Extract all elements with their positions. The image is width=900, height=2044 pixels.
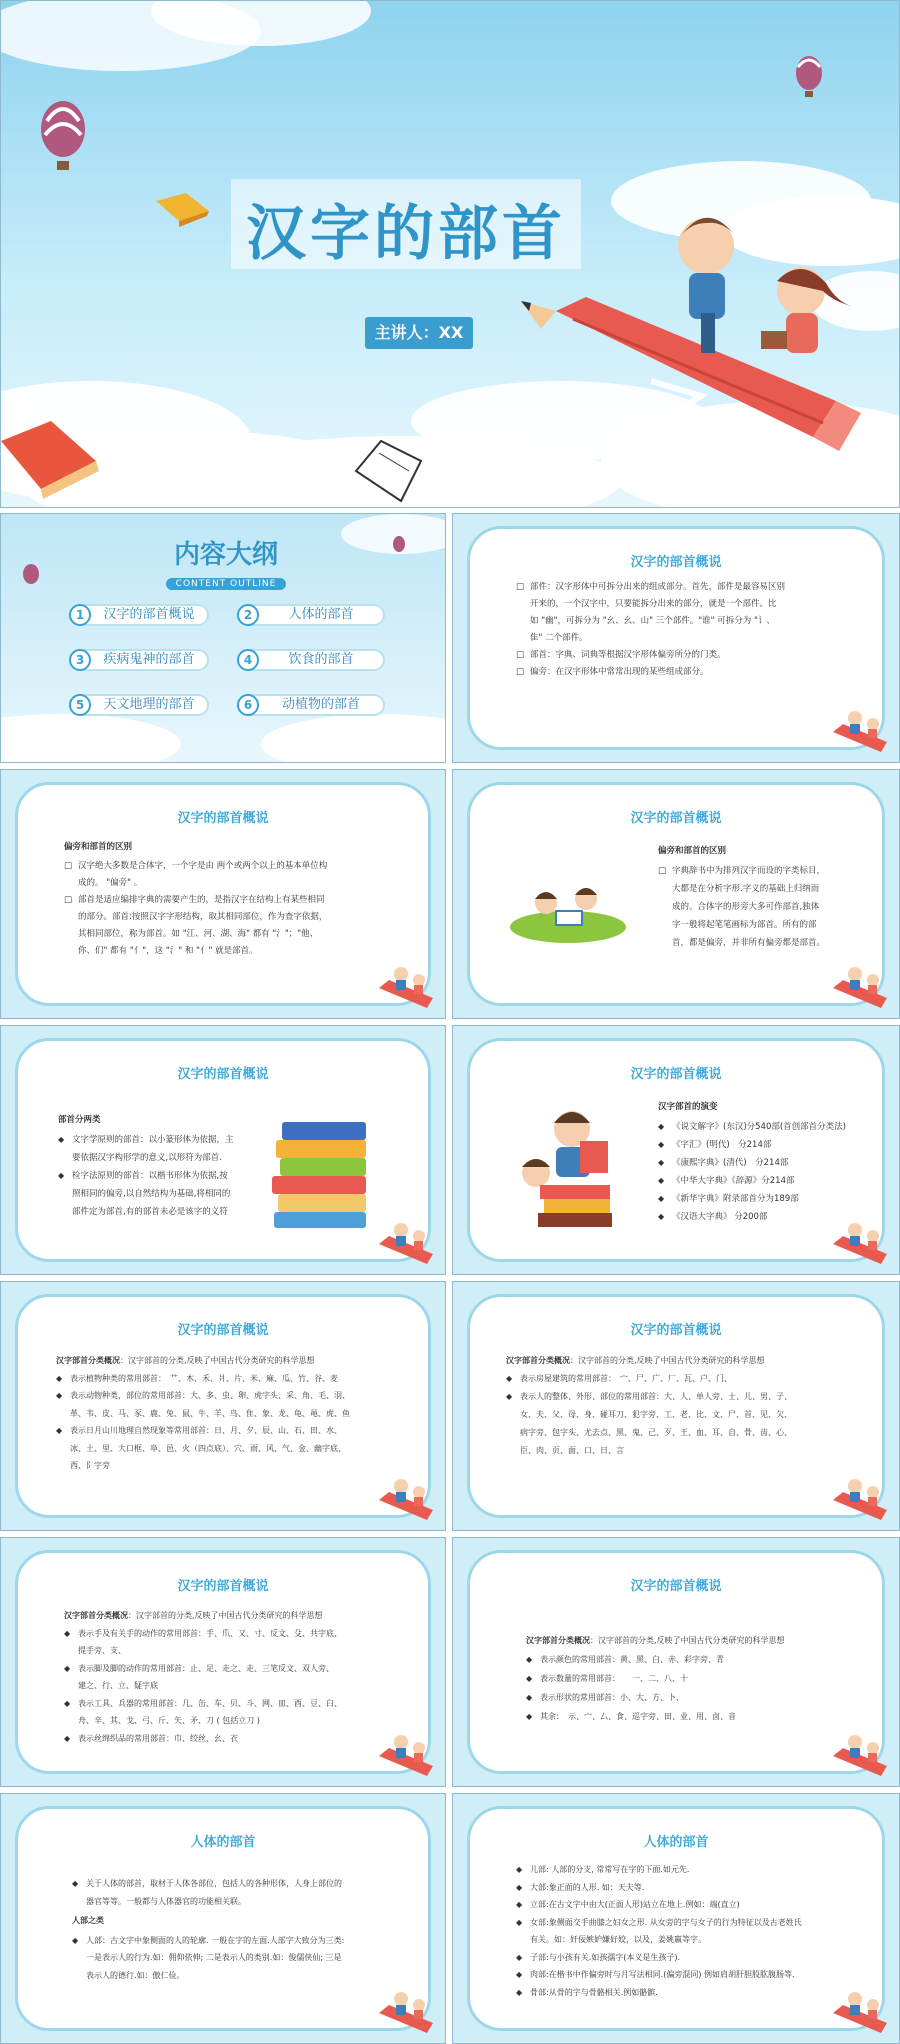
slide-overview-5[interactable] (452, 1025, 900, 1275)
bullet-line: ◆ 立部:在古文字中由大(正面人形)站立在地上.例如：端(直立) (516, 1896, 856, 1914)
text-line: 舟、辛、其、戈、弓、斤、矢、矛、刀 ( 包括立刀 ) (78, 1716, 260, 1725)
balloon-right-icon (796, 56, 822, 97)
slide-card (467, 1294, 885, 1518)
title-slide[interactable] (0, 0, 900, 508)
bullet-line: ◆ 表示数量的常用部首： 一、二、八、十 (526, 1669, 852, 1688)
books-stack-illustration (268, 1116, 378, 1231)
text-line: 隹" 二个部件。 (530, 633, 588, 643)
bullet-line: □ 偏旁：在汉字形体中常常出现的某些组成部分。 (516, 664, 836, 681)
bullet-line: ◆ 表示房屋建筑的常用部首： 宀、尸、广、厂、瓦、户、门、 (506, 1370, 856, 1388)
slide-overview-8[interactable] (0, 1537, 446, 1787)
text-line: 字一般将起笔笔画标为部首。所有的部 (672, 920, 817, 930)
outline-number: 1 (69, 604, 91, 626)
bullet-line: ◆ 表示丝绵织品的常用部首：巾、绞丝、幺、衣 (64, 1730, 398, 1748)
slide-content (64, 837, 388, 960)
heading-bold: 汉字部首分类概况 (506, 1356, 570, 1365)
text-line: 如 "幽"，可拆分为 "幺、幺、山" 三个部件。"谁" 可拆分为 "讠、 (530, 616, 775, 626)
text-line: 有关。如：奸佞嫉妒嫌好姣，以及，姜姚嬴等字。 (530, 1935, 706, 1944)
bullet-line: ◆ 女部:象侧面交手曲膝之妇女之形. 从女旁的字与女子的行为特征以及古老姓氏 (516, 1914, 856, 1932)
text-line: 其相同部位，称为部首。如 "江、河、湖、海" 都有 "氵"；"他、 (78, 929, 319, 939)
slide-overview-4[interactable] (0, 1025, 446, 1275)
kids-pencil-icon (829, 702, 891, 754)
text-line: 部件定为部首,有的部首未必是该字的义符 (72, 1207, 228, 1217)
section-heading-line (526, 1631, 852, 1650)
section-heading: 人部之类 (72, 1916, 104, 1925)
bullet-line: ◆ 表示颜色的常用部首：黄、黑、白、赤、彩字旁、青 (526, 1650, 852, 1669)
bullet-line: ◆ 肉部:在楷书中作偏旁时与月写法相同.(偏旁混同) 例如肩胡肝胆股肱腹肠等. (516, 1966, 856, 1984)
text-line: 你、们" 都有 "亻"，这 "氵" 和 "亻" 就是部首。 (78, 946, 258, 956)
kids-pencil-icon (829, 1983, 891, 2035)
outline-item-3[interactable] (69, 649, 209, 671)
bullet-line: □ 部首是适应编排字典的需要产生的，是指汉字在结构上有某些相同 (64, 892, 388, 909)
text-line: 革、韦、皮、马、豕、鹿、兔、鼠、牛、羊、鸟、隹、象、龙、龟、黾、虎、鱼 (70, 1408, 350, 1418)
kids-pencil-icon (375, 1214, 437, 1266)
bullet-line: ◆ 《汉语大字典》 分200部 (658, 1208, 852, 1226)
slide-content (516, 579, 836, 681)
slide-content (64, 1607, 398, 1747)
outline-label: 人体的部首 (288, 607, 354, 622)
slide-card (15, 1550, 431, 1774)
slide-overview-7[interactable] (452, 1281, 900, 1531)
outline-label: 动植物的部首 (281, 697, 360, 712)
heading-rest: ：汉字部首的分类,反映了中国古代分类研究的科学思想 (590, 1636, 785, 1645)
reading-kids-illustration (508, 875, 628, 945)
text-line: 提手旁、支、 (78, 1646, 126, 1655)
section-heading-line (64, 1607, 398, 1625)
slide-card (15, 1806, 431, 2031)
heading-bold: 汉字部首分类概况 (526, 1636, 590, 1645)
presentation-title: 汉字的部首 (246, 199, 566, 269)
slide-card (467, 526, 885, 750)
slide-content (516, 1861, 856, 2001)
outline-label: 汉字的部首概说 (103, 607, 195, 622)
kids-pencil-icon (375, 1470, 437, 1522)
bullet-line: ◆ 关于人体的部首，取材于人体各部位，包括人的各种形体，人身上部位的 (72, 1875, 388, 1893)
slide-content (58, 1109, 268, 1221)
heading-rest: ：汉字部首的分类,反映了中国古代分类研究的科学思想 (120, 1356, 315, 1365)
slide-card (467, 1038, 885, 1262)
outline-label: 天文地理的部首 (103, 697, 195, 712)
bullet-line: ◆ 《中华大字典》《辞源》分214部 (658, 1172, 852, 1190)
bullet-line: ◆ 大部:象正面的人形. 如：天夫等. (516, 1879, 856, 1897)
slide-title: 汉字的部首概说 (630, 1323, 722, 1338)
text-line: 表示人的德行.如：傲仁俭。 (86, 1970, 185, 1980)
slide-title: 汉字的部首概说 (630, 1579, 722, 1594)
slide-card (467, 782, 885, 1006)
bullet-line: □ 部首：字典、词典等根据汉字形体偏旁所分的门类。 (516, 647, 836, 664)
slide-content (506, 1352, 856, 1460)
slide-title: 人体的部首 (190, 1835, 256, 1850)
kids-pencil-icon (829, 958, 891, 1010)
text-line: 病字旁、包字头、尤去点、黑、鬼、己、歹、王、血、耳、自、骨、齿、心、 (520, 1428, 792, 1437)
text-line: 臣、肉、页、面、口、日、言 (520, 1446, 624, 1455)
balloon-left-icon (41, 101, 85, 170)
text-line: 要依据汉字构形学的意义,以形符为部首. (72, 1153, 222, 1163)
text-line: 成的。合体字的形旁大多可作部首,独体 (672, 902, 820, 912)
kids-pencil-icon (829, 1470, 891, 1522)
slide-card (15, 1294, 431, 1518)
bullet-line: ◆ 表示植物种类的常用部首： 艹、木、禾、爿、片、米、麻、瓜、竹、谷、麦 (56, 1370, 404, 1388)
bullet-line: ◆ 其余： 示、宀、厶、食、巡字旁、田、业、用、卤、音 (526, 1707, 852, 1726)
slide-overview-9[interactable] (452, 1537, 900, 1787)
slide-title: 汉字的部首概说 (177, 1579, 269, 1594)
bullet-line: ◆ 表示脚及脚的动作的常用部首：止、足、走之、走、三笔反文、双人旁、 (64, 1660, 398, 1678)
bullet-line: ◆ 检字法原则的部首：以楷书形体为依据,按 (58, 1167, 268, 1185)
outline-item-2[interactable] (237, 604, 385, 626)
slide-content (658, 1096, 852, 1226)
section-heading: 偏旁和部首的区别 (64, 842, 133, 852)
outline-title: 内容大纲 (173, 540, 278, 570)
text-line: 的部分。部首:按照汉字字形结构，取其相同部位，作为查字依据， (78, 912, 328, 922)
outline-item-5[interactable] (69, 694, 209, 716)
text-line: 照相同的偏旁,以自然结构为基础,将相同的 (72, 1189, 231, 1199)
slide-content (658, 840, 842, 952)
slide-overview-6[interactable] (0, 1281, 446, 1531)
text-line: 一是表示人的行为.如：佣仰依伸; 二是表示人的类别.如：俊儒侠仙; 三是 (86, 1953, 342, 1962)
presenter-badge: 主讲人：XX (365, 317, 473, 349)
bullet-line: ◆ 《新华字典》附录部首分为189部 (658, 1190, 852, 1208)
outline-number: 5 (69, 694, 91, 716)
text-line: 器官等等。一般都与人体器官的功能相关联。 (86, 1896, 246, 1906)
outline-subtitle: CONTENT OUTLINE (166, 578, 287, 590)
heading-bold: 汉字部首分类概况 (64, 1611, 128, 1620)
text-line: 成的。 "偏旁" 。 (78, 878, 143, 888)
slide-card (467, 1550, 885, 1774)
text-line: 建之、行、立、疑字底 (78, 1681, 158, 1690)
bullet-line: □ 字典辞书中为排列汉字而设的字类标目， (658, 862, 842, 880)
bullet-line: □ 汉字绝大多数是合体字，一个字是由 两个或两个以上的基本单位构 (64, 858, 388, 875)
slide-title: 汉字的部首概说 (630, 1067, 722, 1082)
bullet-line: ◆ 《字汇》(明代) 分214部 (658, 1136, 852, 1154)
text-line: 冰、土、里、大口框、阜、邑、火（四点底）、穴、雨、风、气、金、幽字底、 (70, 1443, 346, 1453)
slide-card (15, 1038, 431, 1262)
slide-card (15, 782, 431, 1006)
outline-item-4[interactable] (237, 649, 385, 671)
bullet-line: ◆ 文字学原则的部首：以小篆形体为依据，主 (58, 1131, 268, 1149)
slide-body-parts-1[interactable] (0, 1793, 446, 2044)
slide-content (72, 1875, 388, 1984)
slide-overview-3[interactable] (452, 769, 900, 1019)
slide-body-parts-2[interactable] (452, 1793, 900, 2044)
outline-item-1[interactable] (69, 604, 209, 626)
kids-pencil-icon (375, 1983, 437, 2035)
kids-pencil-icon (829, 1726, 891, 1778)
bullet-line: ◆ 表示形状的常用部首：小、大、方、卜、 (526, 1688, 852, 1707)
outline-number: 6 (237, 694, 259, 716)
heading-rest: ：汉字部首的分类,反映了中国古代分类研究的科学思想 (128, 1611, 323, 1620)
outline-heading (1, 534, 446, 590)
slide-content (56, 1352, 404, 1475)
slide-title: 汉字的部首概说 (177, 1323, 269, 1338)
slide-overview-1[interactable] (452, 513, 900, 763)
bullet-line: □ 部件：汉字形体中可拆分出来的组成部分。首先，部件是最容易区别 (516, 579, 836, 596)
text-line: 首，都是偏旁，并非所有偏旁都是部首。 (672, 938, 826, 948)
section-heading: 汉字部首的演变 (658, 1102, 718, 1112)
slide-title: 人体的部首 (643, 1835, 709, 1850)
outline-label: 饮食的部首 (288, 652, 354, 667)
outline-item-6[interactable] (237, 694, 385, 716)
section-heading: 偏旁和部首的区别 (658, 846, 727, 856)
section-heading: 部首分两类 (58, 1115, 101, 1125)
bullet-line: ◆ 表示工具、兵器的常用部首：几、缶、车、贝、斗、网、皿、酉、豆、臼、 (64, 1695, 398, 1713)
outline-slide[interactable] (0, 513, 446, 763)
bullet-line: ◆ 人部：古文字中象侧面的人的轮廓. 一般在字的左面.人部字大致分为三类: (72, 1932, 388, 1950)
outline-number: 4 (237, 649, 259, 671)
bullet-line: ◆ 骨部:从骨的字与骨骼相关.例如骼髌. (516, 1984, 856, 2002)
outline-label: 疾病鬼神的部首 (103, 652, 195, 667)
outline-number: 3 (69, 649, 91, 671)
text-line: 大都是在分析字形.字义的基础上归纳而 (672, 884, 820, 894)
heading-bold: 汉字部首分类概况 (56, 1356, 120, 1365)
text-line: 西、阝字旁 (70, 1461, 110, 1470)
kids-pencil-icon (375, 1726, 437, 1778)
bullet-line: ◆ 表示人的整体、外形、部位的常用部首：大、人、单人旁、士、儿、男、子、 (506, 1388, 856, 1406)
heading-rest: ：汉字部首的分类,反映了中国古代分类研究的科学思想 (570, 1356, 765, 1365)
outline-number: 2 (237, 604, 259, 626)
slide-title: 汉字的部首概说 (630, 811, 722, 826)
slide-title: 汉字的部首概说 (177, 811, 269, 826)
text-line: 开来的，一个汉字中，只要能拆分出来的部分，就是一个部件。比 (530, 599, 777, 609)
kids-pencil-icon (375, 958, 437, 1010)
text-line: 女、夫、父、母、身、碰耳刀、犯字旁、工、老、比、文、尸、首、见、欠、 (520, 1410, 792, 1419)
slide-title: 汉字的部首概说 (177, 1067, 269, 1082)
bullet-line: ◆ 表示日月山川地理自然现象等常用部首：日、月、夕、辰、山、石、田、水、 (56, 1422, 404, 1440)
slide-overview-2[interactable] (0, 769, 446, 1019)
bullet-line: ◆ 表示手及有关手的动作的常用部首：手、爪、又、寸、反文、殳、共字底、 (64, 1625, 398, 1643)
slide-title: 汉字的部首概说 (630, 555, 722, 570)
slide-card (467, 1806, 885, 2031)
section-heading-line (56, 1352, 404, 1370)
bullet-line: ◆ 《康熙字典》(清代) 分214部 (658, 1154, 852, 1172)
bullet-line: ◆ 表示动物种类，部位的常用部首：大、多、虫、卵、虎字头、采、角、毛、羽、 (56, 1387, 404, 1405)
kids-pencil-icon (829, 1214, 891, 1266)
bullet-line: ◆ 《说文解字》(东汉)分540部(首创部首分类法) (658, 1118, 852, 1136)
section-heading-line (506, 1352, 856, 1370)
kids-with-books-illustration (510, 1101, 620, 1231)
bullet-line: ◆ 子部:与小孩有关.如孩孺字(本义是生孩子). (516, 1949, 856, 1967)
bullet-line: ◆ 儿部: 人部的分支, 常常写在字的下面.如元先. (516, 1861, 856, 1879)
slide-content (526, 1631, 852, 1726)
